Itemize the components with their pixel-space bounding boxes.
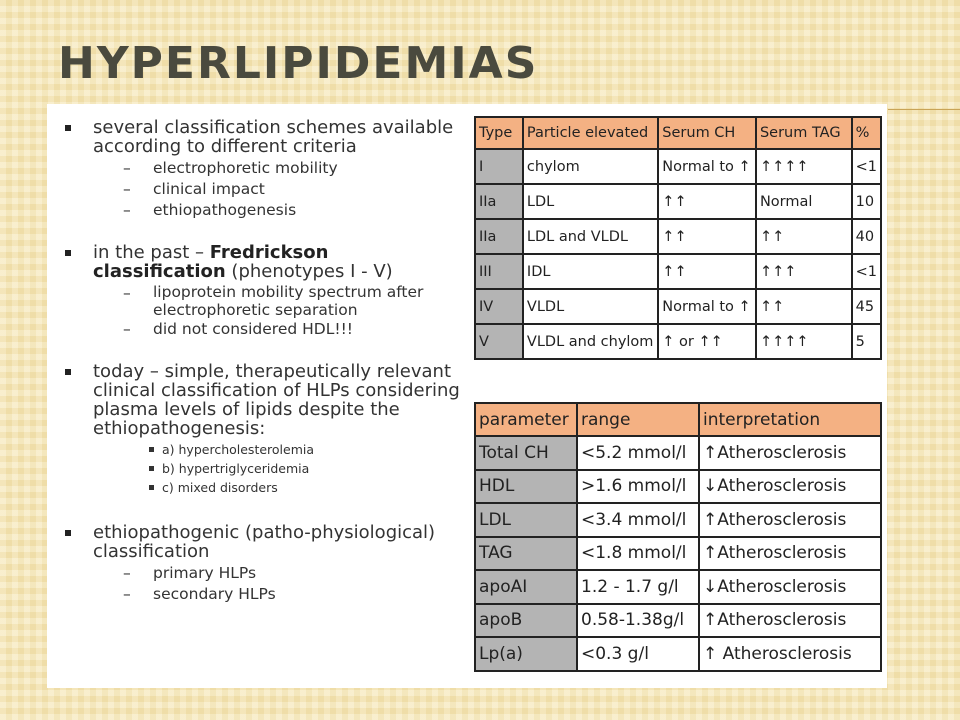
- table-cell: TAG: [475, 537, 577, 571]
- table-cell: Lp(a): [475, 637, 577, 671]
- subsub-item: b) hypertriglyceridemia: [149, 459, 463, 478]
- table-cell: >1.6 mmol/l: [577, 470, 699, 504]
- table-cell: <1: [852, 149, 881, 184]
- table-cell: Normal: [756, 184, 852, 219]
- table-cell: chylom: [523, 149, 658, 184]
- table-cell: V: [475, 324, 523, 359]
- table-cell: IIa: [475, 219, 523, 254]
- table-cell: <3.4 mmol/l: [577, 503, 699, 537]
- table-cell: ↓Atherosclerosis: [699, 570, 881, 604]
- table-cell: ↑↑: [658, 254, 756, 289]
- sub-list: [93, 563, 463, 605]
- table-cell: IV: [475, 289, 523, 324]
- table-cell: ↑↑: [756, 219, 852, 254]
- table-cell: 45: [852, 289, 881, 324]
- subsub-item: a) hypercholesterolemia: [149, 440, 463, 459]
- table-header: %: [852, 117, 881, 149]
- table-cell: <0.3 g/l: [577, 637, 699, 671]
- table-header: Type: [475, 117, 523, 149]
- table-cell: ↑↑↑↑: [756, 324, 852, 359]
- table-cell: 10: [852, 184, 881, 219]
- table-cell: LDL: [523, 184, 658, 219]
- table-cell: apoB: [475, 604, 577, 638]
- table-cell: ↑↑↑↑: [756, 149, 852, 184]
- table-cell: III: [475, 254, 523, 289]
- table-cell: IDL: [523, 254, 658, 289]
- table-cell: ↑Atherosclerosis: [699, 604, 881, 638]
- table-cell: ↑↑: [658, 219, 756, 254]
- table-cell: Normal to ↑: [658, 289, 756, 324]
- table-row: [475, 289, 881, 324]
- bullet-square-icon: [65, 125, 71, 131]
- table-cell: IIa: [475, 184, 523, 219]
- table-header: parameter: [475, 403, 577, 436]
- table-cell: 1.2 - 1.7 g/l: [577, 570, 699, 604]
- bullet-ethiopathogenic: [63, 523, 463, 605]
- sub-item: – did not considered HDL!!!: [123, 320, 354, 338]
- table-row: [475, 184, 881, 219]
- bullet-text: in the past – Fredrickson classification (phenotypes I - V): [93, 242, 393, 282]
- table-row: [475, 470, 881, 504]
- table-cell: I: [475, 149, 523, 184]
- slide-title: HYPERLIPIDEMIAS: [58, 38, 539, 89]
- fredrickson-table: [474, 116, 882, 360]
- table-header-row: [475, 403, 881, 436]
- table-header-row: [475, 117, 881, 149]
- table-cell: 40: [852, 219, 881, 254]
- table-header: Particle elevated: [523, 117, 658, 149]
- table-row: [475, 254, 881, 289]
- bullet-list: [63, 118, 463, 605]
- bullet-today-classification: [63, 362, 463, 497]
- sub-item: – electrophoretic mobility: [123, 159, 338, 177]
- table-header: Serum TAG: [756, 117, 852, 149]
- table-cell: apoAI: [475, 570, 577, 604]
- bullet-square-icon: [65, 369, 71, 375]
- table-cell: ↑ Atherosclerosis: [699, 637, 881, 671]
- subsub-item: c) mixed disorders: [149, 478, 463, 497]
- table-row: [475, 637, 881, 671]
- content-panel: [47, 104, 887, 688]
- table-cell: ↓Atherosclerosis: [699, 470, 881, 504]
- bullet-fredrickson: [63, 243, 463, 340]
- table-cell: ↑ or ↑↑: [658, 324, 756, 359]
- table-row: [475, 537, 881, 571]
- lipid-reference-table: [474, 402, 882, 672]
- table-cell: VLDL and chylom: [523, 324, 658, 359]
- table-cell: ↑↑↑: [756, 254, 852, 289]
- sub-item: – primary HLPs: [123, 564, 257, 582]
- sub-item: – ethiopathogenesis: [123, 201, 297, 219]
- table-header: interpretation: [699, 403, 881, 436]
- table-row: [475, 604, 881, 638]
- table-cell: ↑↑: [658, 184, 756, 219]
- table-cell: 0.58-1.38g/l: [577, 604, 699, 638]
- table-header: Serum CH: [658, 117, 756, 149]
- subsub-list: [93, 440, 463, 497]
- bullet-square-icon: [65, 250, 71, 256]
- table-cell: LDL: [475, 503, 577, 537]
- sub-list: [93, 283, 463, 340]
- table-cell: ↑Atherosclerosis: [699, 436, 881, 470]
- table-row: [475, 219, 881, 254]
- table-row: [475, 570, 881, 604]
- bullet-classification-schemes: [63, 118, 463, 221]
- table-cell: <5.2 mmol/l: [577, 436, 699, 470]
- table-cell: VLDL: [523, 289, 658, 324]
- sub-item: – lipoprotein mobility spectrum after electrophoretic separation: [123, 283, 424, 319]
- table-row: [475, 503, 881, 537]
- table-cell: Total CH: [475, 436, 577, 470]
- sub-item: – clinical impact: [123, 180, 265, 198]
- bullet-text: today – simple, therapeutically relevant clinical classification of HLPs considering plasma levels of lipids despite the ethiopathogenesis:: [93, 361, 460, 439]
- table-cell: <1: [852, 254, 881, 289]
- table-cell: 5: [852, 324, 881, 359]
- bullet-square-icon: [65, 530, 71, 536]
- sub-item: – secondary HLPs: [123, 585, 276, 603]
- table-cell: ↑Atherosclerosis: [699, 503, 881, 537]
- bullet-text: several classification schemes available according to different criteria: [93, 117, 454, 157]
- table-cell: <1.8 mmol/l: [577, 537, 699, 571]
- table-header: range: [577, 403, 699, 436]
- table-cell: LDL and VLDL: [523, 219, 658, 254]
- table-cell: Normal to ↑: [658, 149, 756, 184]
- table-cell: ↑↑: [756, 289, 852, 324]
- table-row: [475, 324, 881, 359]
- sub-list: [93, 158, 463, 221]
- table-row: [475, 149, 881, 184]
- table-row: [475, 436, 881, 470]
- bullet-text: ethiopathogenic (patho-physiological) classification: [93, 522, 436, 562]
- table-cell: ↑Atherosclerosis: [699, 537, 881, 571]
- table-cell: HDL: [475, 470, 577, 504]
- title-rule: [888, 109, 960, 110]
